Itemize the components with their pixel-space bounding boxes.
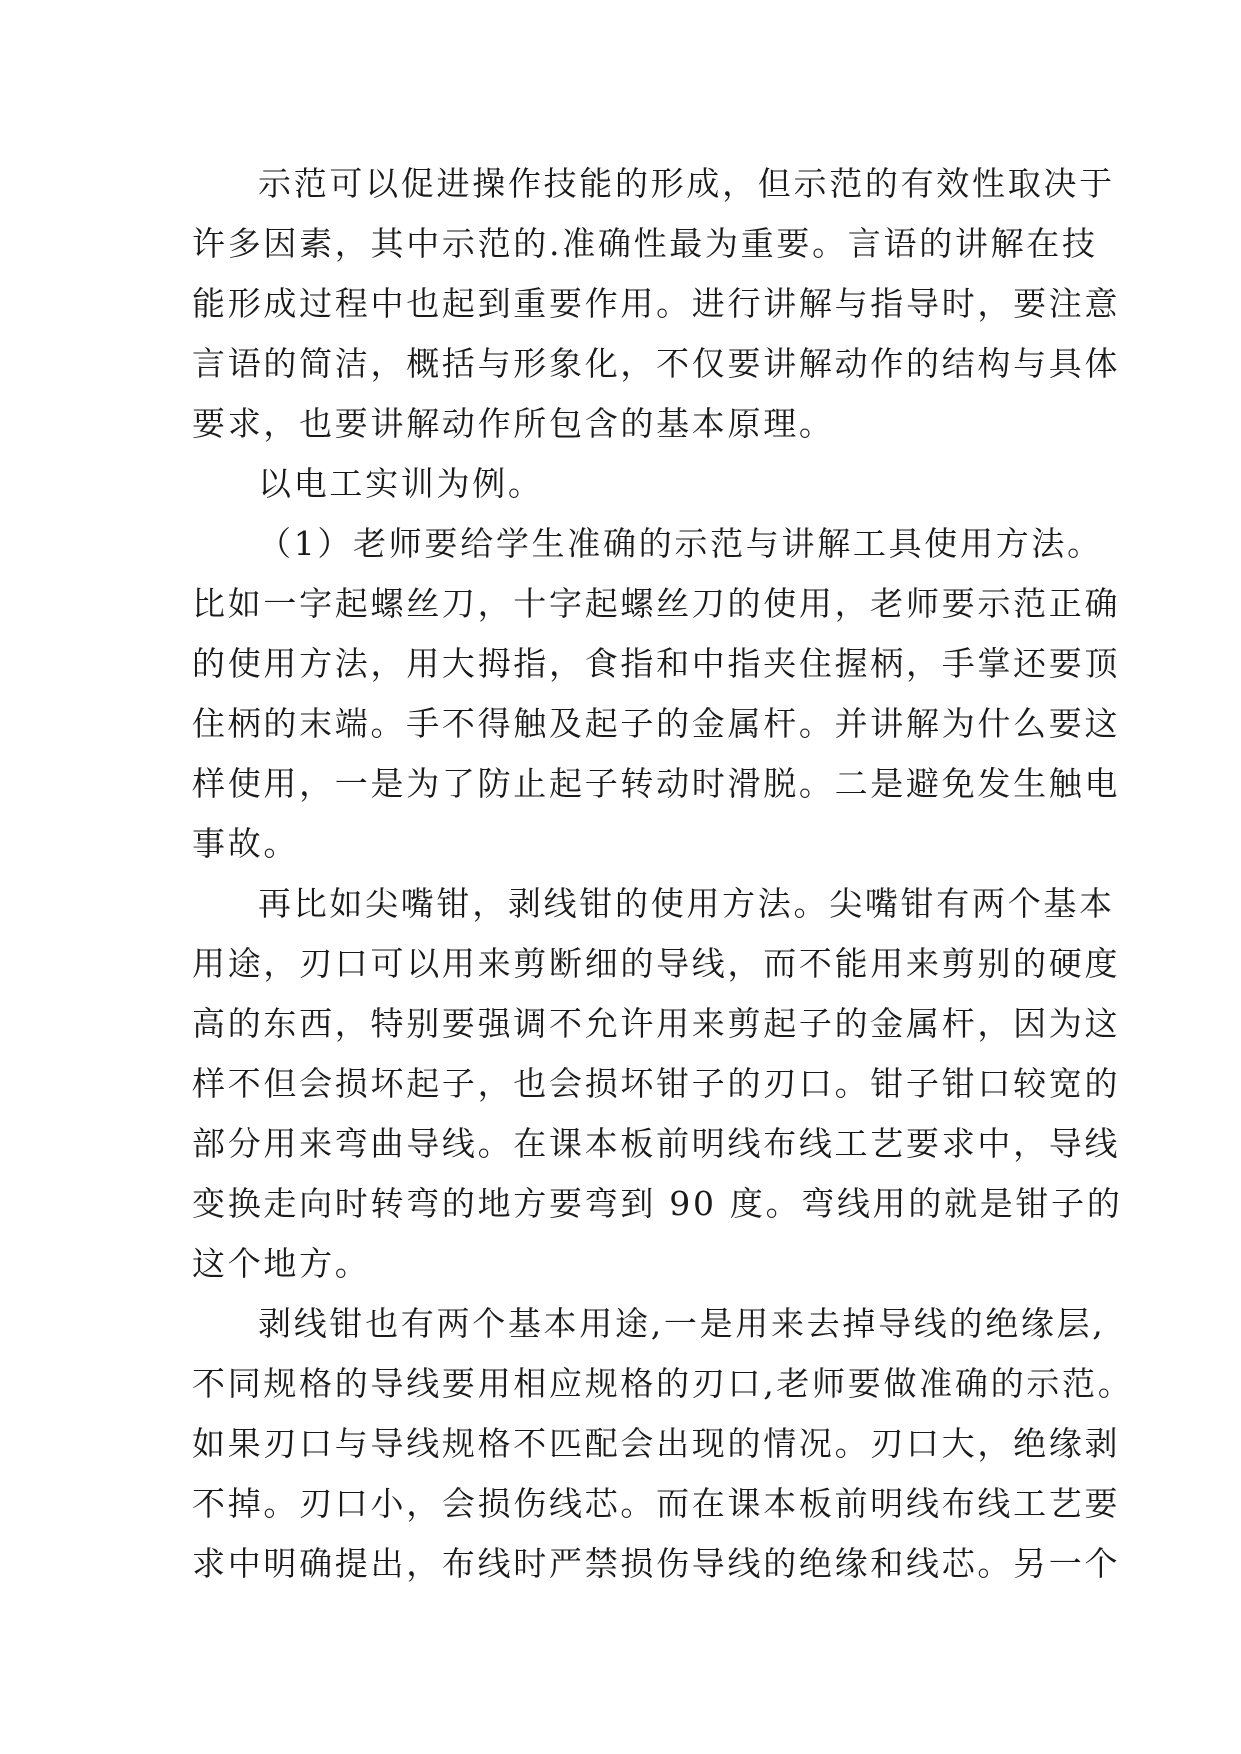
- paragraph-3-line-5: 样使用，一是为了防止起子转动时滑脱。二是避免发生触电: [192, 764, 1121, 803]
- paragraph-1-line-4: 言语的简洁，概括与形象化，不仅要讲解动作的结构与具体: [192, 344, 1121, 383]
- paragraph-3-line-6: 事故。: [192, 824, 300, 863]
- paragraph-4-line-2: 用途，刃口可以用来剪断细的导线，而不能用来剪别的硬度: [192, 944, 1121, 983]
- paragraph-4-line-1: 再比如尖嘴钳，剥线钳的使用方法。尖嘴钳有两个基本: [258, 884, 1115, 923]
- paragraph-5-line-3: 如果刃口与导线规格不匹配会出现的情况。刃口大，绝缘剥: [192, 1424, 1121, 1463]
- paragraph-5-line-4: 不掉。刃口小，会损伤线芯。而在课本板前明线布线工艺要: [192, 1484, 1121, 1523]
- paragraph-5-line-5: 求中明确提出，布线时严禁损伤导线的绝缘和线芯。另一个: [192, 1544, 1121, 1583]
- paragraph-4-line-6: 变换走向时转弯的地方要弯到 90 度。弯线用的就是钳子的: [192, 1184, 1123, 1223]
- paragraph-4-line-4: 样不但会损坏起子，也会损坏钳子的刃口。钳子钳口较宽的: [192, 1064, 1121, 1103]
- paragraph-3-line-2: 比如一字起螺丝刀，十字起螺丝刀的使用，老师要示范正确: [192, 584, 1121, 623]
- paragraph-4-line-5: 部分用来弯曲导线。在课本板前明线布线工艺要求中，导线: [192, 1124, 1121, 1163]
- paragraph-1-line-1: 示范可以促进操作技能的形成，但示范的有效性取决于: [258, 164, 1115, 203]
- paragraph-5-line-2: 不同规格的导线要用相应规格的刃口,老师要做准确的示范。: [192, 1364, 1134, 1403]
- paragraph-1-line-3: 能形成过程中也起到重要作用。进行讲解与指导时，要注意: [192, 284, 1121, 323]
- paragraph-1-line-2: 许多因素，其中示范的.准确性最为重要。言语的讲解在技: [192, 224, 1098, 263]
- paragraph-3-line-1: （1）老师要给学生准确的示范与讲解工具使用方法。: [258, 524, 1103, 563]
- document-body: [192, 154, 1134, 1594]
- paragraph-2-line-1: 以电工实训为例。: [258, 464, 544, 503]
- paragraph-4-line-3: 高的东西，特别要强调不允许用来剪起子的金属杆，因为这: [192, 1004, 1121, 1043]
- paragraph-5-line-1: 剥线钳也有两个基本用途,一是用来去掉导线的绝缘层,: [258, 1304, 1106, 1343]
- paragraph-4-line-7: 这个地方。: [192, 1244, 371, 1283]
- paragraph-3-line-4: 住柄的末端。手不得触及起子的金属杆。并讲解为什么要这: [192, 704, 1121, 743]
- paragraph-3-line-3: 的使用方法，用大拇指，食指和中指夹住握柄，手掌还要顶: [192, 644, 1121, 683]
- paragraph-1-line-5: 要求，也要讲解动作所包含的基本原理。: [192, 404, 835, 443]
